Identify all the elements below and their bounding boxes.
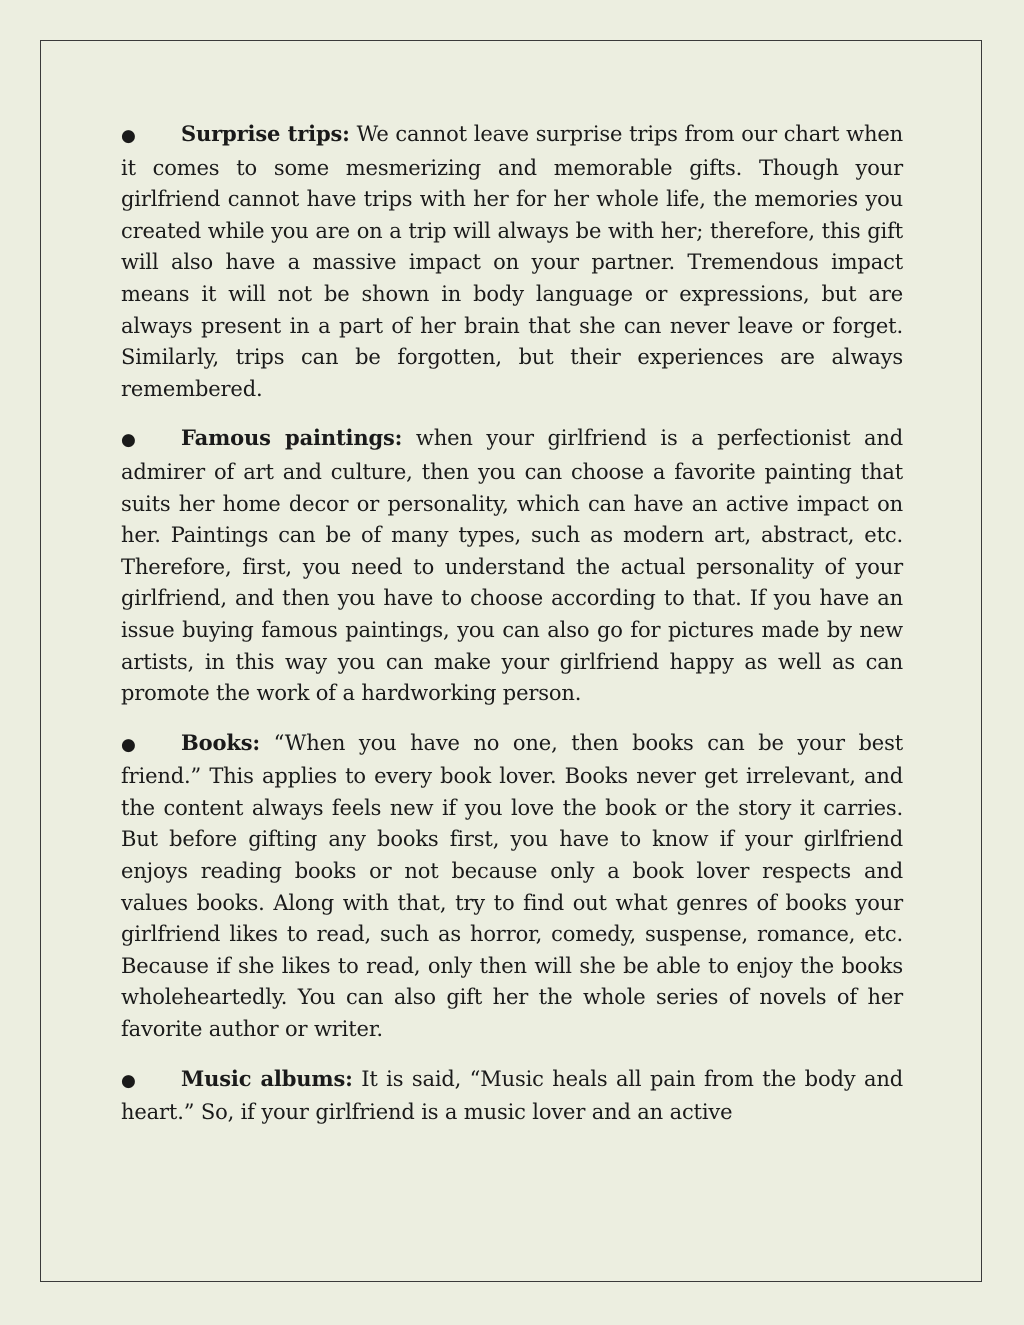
list-item	[121, 727, 903, 1046]
item-text: “When you have no one, then books can be your best friend.” This applies to every book lover. Books never get irrelevant, and the content always feels new if you love the book or the story it carries. But before gifting any books first, you have to know if your girlfriend enjoys reading books or not because only a book lover respects and values books. Along with that, try to find out what genres of books your girlfriend likes to read, such as horror, comedy, suspense, romance, etc. Because if she likes to read, only then will she be able to enjoy the books wholeheartedly. You can also gift her the whole series of novels of her favorite author or writer.	[121, 730, 903, 1042]
list-item	[121, 118, 903, 405]
item-term: Surprise trips:	[181, 121, 350, 146]
bullet-icon: ●	[121, 734, 136, 755]
item-text: We cannot leave surprise trips from our chart when it comes to some mesmerizing and memorable gifts. Though your girlfriend cannot have trips with her for her whole life, the memories you created while you are on a trip will always be with her; therefore, this gift will also have a massive impact on your partner. Tremendous impact means it will not be shown in body language or expressions, but are always present in a part of her brain that she can never leave or forget. Similarly, trips can be forgotten, but their experiences are always remembered.	[121, 122, 903, 401]
item-term: Famous paintings:	[181, 425, 403, 451]
document-body	[121, 118, 903, 1146]
item-term: Music albums:	[181, 1065, 353, 1091]
list-item	[121, 422, 903, 709]
list-item	[121, 1063, 903, 1129]
bullet-icon: ●	[121, 430, 136, 451]
item-text: It is said, “Music heals all pain from the body and heart.” So, if your girlfriend is a music lover and an active	[121, 1066, 903, 1125]
bullet-icon: ●	[121, 1070, 136, 1091]
bullet-icon: ●	[121, 126, 136, 146]
item-term: Books:	[181, 729, 260, 755]
item-text: when your girlfriend is a perfectionist and admirer of art and culture, then you can choose a favorite painting that suits her home decor or personality, which can have an active impact on her. Paintings can be of many types, such as modern art, abstract, etc. Therefore, first, you need to understand the actual personality of your girlfriend, and then you have to choose according to that. If you have an issue buying famous paintings, you can also go for pictures made by new artists, in this way you can make your girlfriend happy as well as can promote the work of a hardworking person.	[121, 426, 904, 706]
